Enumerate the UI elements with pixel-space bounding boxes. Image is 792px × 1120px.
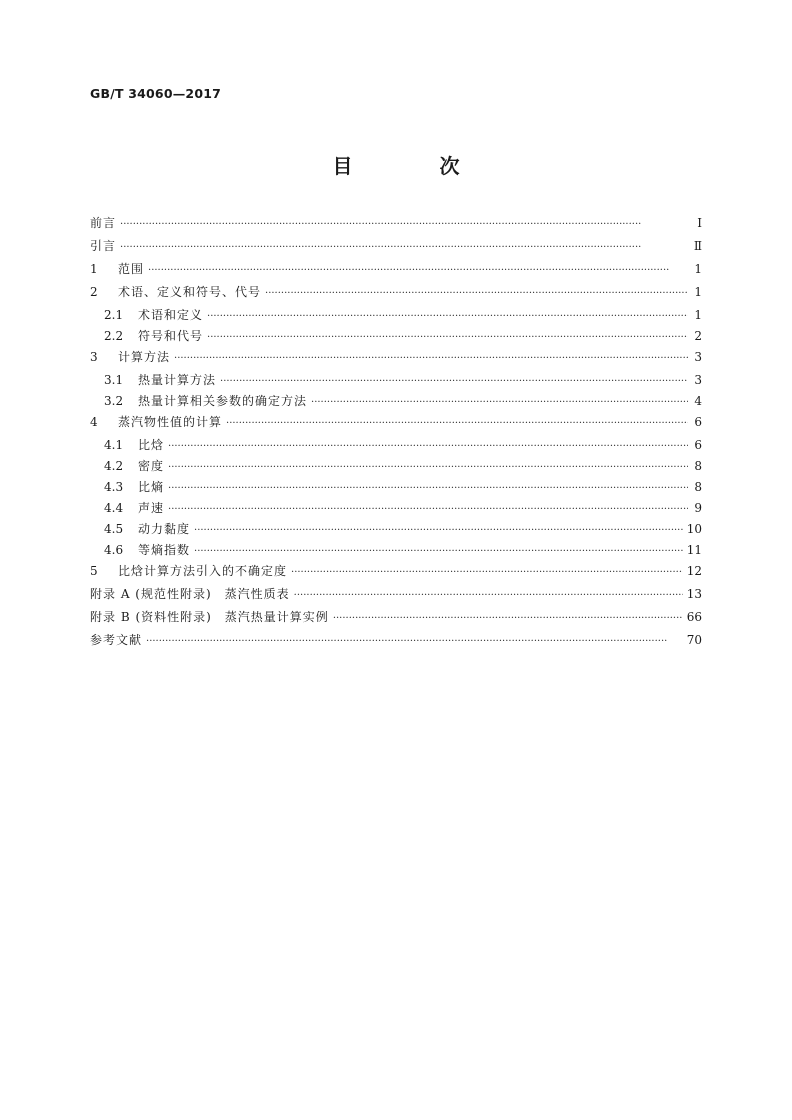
toc-entry-label: 蒸汽物性值的计算 xyxy=(118,415,223,429)
toc-dot-leader xyxy=(220,373,688,387)
toc-entry-label: 比熵 xyxy=(138,480,165,494)
toc-dot-leader xyxy=(207,308,688,322)
toc-entry[interactable] xyxy=(90,631,702,654)
toc-dot-leader xyxy=(291,564,683,578)
toc-entry-page: 9 xyxy=(694,501,702,515)
toc-entry-page: 66 xyxy=(686,610,702,624)
toc-dot-leader xyxy=(168,438,688,452)
toc-entry[interactable] xyxy=(90,478,702,499)
toc-dot-leader xyxy=(168,459,688,473)
toc-entry-number: 2 xyxy=(90,285,98,299)
toc-entry-label: 声速 xyxy=(138,501,165,515)
toc-entry[interactable] xyxy=(90,306,702,327)
toc-entry-number: 3.2 xyxy=(104,394,124,408)
toc-entry[interactable] xyxy=(90,608,702,631)
toc-entry-label: 参考文献 xyxy=(90,633,143,647)
toc-dot-leader xyxy=(174,350,688,364)
toc-entry-label: 附录 A (规范性附录) 蒸汽性质表 xyxy=(90,587,290,601)
toc-entry-number: 4.6 xyxy=(104,543,124,557)
toc-entry-number: 4.5 xyxy=(104,522,124,536)
table-of-contents xyxy=(90,214,702,654)
toc-entry-label: 动力黏度 xyxy=(138,522,191,536)
toc-entry-label: 附录 B (资料性附录) 蒸汽热量计算实例 xyxy=(90,610,329,624)
toc-entry-number: 2.1 xyxy=(104,308,124,322)
toc-entry[interactable] xyxy=(90,260,702,283)
toc-entry-label: 术语和定义 xyxy=(138,308,204,322)
toc-dot-leader xyxy=(311,394,688,408)
toc-entry-page: 1 xyxy=(694,262,702,276)
toc-entry-page: 2 xyxy=(694,329,702,343)
toc-entry-label: 比焓计算方法引入的不确定度 xyxy=(118,564,288,578)
toc-entry-number: 4.4 xyxy=(104,501,124,515)
toc-dot-leader xyxy=(148,262,688,276)
toc-entry-label: 热量计算方法 xyxy=(138,373,217,387)
toc-entry-page: 3 xyxy=(694,373,702,387)
toc-entry-page: 13 xyxy=(686,587,702,601)
toc-entry-page: 1 xyxy=(694,308,702,322)
toc-dot-leader xyxy=(168,501,688,515)
toc-entry-number: 5 xyxy=(90,564,98,578)
toc-entry-label: 热量计算相关参数的确定方法 xyxy=(138,394,308,408)
toc-dot-leader xyxy=(168,480,688,494)
toc-entry-number: 4.1 xyxy=(104,438,124,452)
toc-entry[interactable] xyxy=(90,237,702,260)
toc-entry-label: 范围 xyxy=(118,262,145,276)
toc-entry-page: 6 xyxy=(694,415,702,429)
toc-entry[interactable] xyxy=(90,520,702,541)
toc-entry[interactable] xyxy=(90,436,702,457)
toc-entry[interactable] xyxy=(90,214,702,237)
toc-dot-leader xyxy=(226,415,688,429)
toc-entry-page: 11 xyxy=(686,543,702,557)
toc-entry-number: 3.1 xyxy=(104,373,124,387)
toc-entry-label: 术语、定义和符号、代号 xyxy=(118,285,262,299)
toc-dot-leader xyxy=(120,239,688,253)
toc-entry-page: Ⅱ xyxy=(693,239,702,253)
toc-entry[interactable] xyxy=(90,562,702,585)
toc-dot-leader xyxy=(207,329,688,343)
toc-entry[interactable] xyxy=(90,413,702,436)
toc-dot-leader xyxy=(194,543,683,557)
toc-entry-page: Ⅰ xyxy=(697,216,702,230)
page-title: 目 次 xyxy=(332,154,500,178)
toc-entry-page: 12 xyxy=(686,564,702,578)
toc-entry-page: 10 xyxy=(686,522,702,536)
toc-entry[interactable] xyxy=(90,392,702,413)
toc-entry-page: 6 xyxy=(694,438,702,452)
standard-code: GB/T 34060—2017 xyxy=(90,86,222,101)
toc-dot-leader xyxy=(333,610,683,624)
toc-entry-page: 4 xyxy=(694,394,702,408)
toc-entry[interactable] xyxy=(90,541,702,562)
toc-entry[interactable] xyxy=(90,499,702,520)
toc-dot-leader xyxy=(294,587,683,601)
toc-entry[interactable] xyxy=(90,457,702,478)
toc-entry-page: 8 xyxy=(694,459,702,473)
toc-entry-number: 3 xyxy=(90,350,98,364)
toc-entry-page: 70 xyxy=(686,633,702,647)
toc-entry-label: 等熵指数 xyxy=(138,543,191,557)
toc-entry-page: 8 xyxy=(694,480,702,494)
toc-entry-page: 3 xyxy=(694,350,702,364)
toc-entry-number: 4.3 xyxy=(104,480,124,494)
toc-dot-leader xyxy=(146,633,683,647)
toc-entry-label: 比焓 xyxy=(138,438,165,452)
toc-entry-number: 1 xyxy=(90,262,98,276)
toc-entry[interactable] xyxy=(90,283,702,306)
toc-entry[interactable] xyxy=(90,371,702,392)
toc-entry-label: 密度 xyxy=(138,459,165,473)
toc-dot-leader xyxy=(120,216,688,230)
toc-entry-label: 符号和代号 xyxy=(138,329,204,343)
toc-dot-leader xyxy=(194,522,683,536)
toc-entry[interactable] xyxy=(90,348,702,371)
toc-entry-number: 4 xyxy=(90,415,98,429)
toc-entry-page: 1 xyxy=(694,285,702,299)
toc-entry[interactable] xyxy=(90,585,702,608)
toc-entry-label: 引言 xyxy=(90,239,117,253)
toc-entry-number: 2.2 xyxy=(104,329,124,343)
toc-entry[interactable] xyxy=(90,327,702,348)
toc-entry-label: 计算方法 xyxy=(118,350,171,364)
toc-entry-number: 4.2 xyxy=(104,459,124,473)
toc-dot-leader xyxy=(265,285,688,299)
toc-entry-label: 前言 xyxy=(90,216,117,230)
